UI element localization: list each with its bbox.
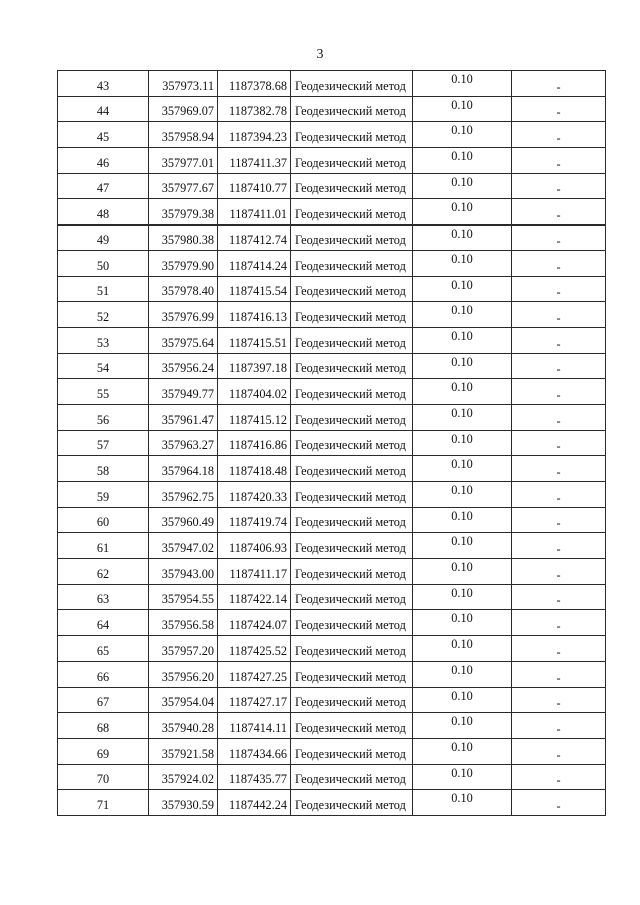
- table-row: [58, 148, 606, 174]
- point-number-cell: 68: [58, 713, 149, 739]
- note-cell: -: [512, 96, 606, 122]
- note-cell: -: [512, 559, 606, 585]
- accuracy-cell: 0.10: [413, 636, 512, 662]
- point-number-cell: 71: [58, 790, 149, 816]
- method-cell: Геодезический метод: [291, 430, 413, 456]
- note-cell: -: [512, 636, 606, 662]
- accuracy-cell: 0.10: [413, 610, 512, 636]
- point-number-cell: 49: [58, 225, 149, 251]
- point-number-cell: 51: [58, 276, 149, 302]
- method-cell: Геодезический метод: [291, 713, 413, 739]
- accuracy-cell: 0.10: [413, 790, 512, 816]
- accuracy-cell: 0.10: [413, 276, 512, 302]
- x-coordinate-cell: 357957.20: [149, 636, 218, 662]
- method-cell: Геодезический метод: [291, 456, 413, 482]
- x-coordinate-cell: 357969.07: [149, 96, 218, 122]
- x-coordinate-cell: 357979.90: [149, 250, 218, 276]
- note-cell: -: [512, 456, 606, 482]
- note-cell: -: [512, 584, 606, 610]
- method-cell: Геодезический метод: [291, 559, 413, 585]
- method-cell: Геодезический метод: [291, 199, 413, 225]
- accuracy-cell: 0.10: [413, 584, 512, 610]
- accuracy-cell: 0.10: [413, 430, 512, 456]
- y-coordinate-cell: 1187414.24: [218, 250, 291, 276]
- point-number-cell: 47: [58, 173, 149, 199]
- x-coordinate-cell: 357943.00: [149, 559, 218, 585]
- method-cell: Геодезический метод: [291, 687, 413, 713]
- y-coordinate-cell: 1187422.14: [218, 584, 291, 610]
- accuracy-cell: 0.10: [413, 764, 512, 790]
- point-number-cell: 46: [58, 148, 149, 174]
- x-coordinate-cell: 357949.77: [149, 379, 218, 405]
- accuracy-cell: 0.10: [413, 225, 512, 251]
- method-cell: Геодезический метод: [291, 790, 413, 816]
- note-cell: -: [512, 302, 606, 328]
- method-cell: Геодезический метод: [291, 302, 413, 328]
- method-cell: Геодезический метод: [291, 379, 413, 405]
- x-coordinate-cell: 357963.27: [149, 430, 218, 456]
- table-row: [58, 122, 606, 148]
- table-row: [58, 610, 606, 636]
- method-cell: Геодезический метод: [291, 225, 413, 251]
- accuracy-cell: 0.10: [413, 199, 512, 225]
- note-cell: -: [512, 225, 606, 251]
- point-number-cell: 58: [58, 456, 149, 482]
- note-cell: -: [512, 430, 606, 456]
- method-cell: Геодезический метод: [291, 173, 413, 199]
- x-coordinate-cell: 357977.01: [149, 148, 218, 174]
- y-coordinate-cell: 1187412.74: [218, 225, 291, 251]
- x-coordinate-cell: 357961.47: [149, 404, 218, 430]
- table-row: [58, 302, 606, 328]
- point-number-cell: 55: [58, 379, 149, 405]
- note-cell: -: [512, 250, 606, 276]
- coordinates-table-wrapper: [57, 70, 605, 816]
- point-number-cell: 50: [58, 250, 149, 276]
- x-coordinate-cell: 357947.02: [149, 533, 218, 559]
- point-number-cell: 44: [58, 96, 149, 122]
- method-cell: Геодезический метод: [291, 122, 413, 148]
- x-coordinate-cell: 357954.55: [149, 584, 218, 610]
- table-row: [58, 584, 606, 610]
- x-coordinate-cell: 357975.64: [149, 327, 218, 353]
- x-coordinate-cell: 357960.49: [149, 507, 218, 533]
- y-coordinate-cell: 1187435.77: [218, 764, 291, 790]
- accuracy-cell: 0.10: [413, 353, 512, 379]
- y-coordinate-cell: 1187416.86: [218, 430, 291, 456]
- x-coordinate-cell: 357956.24: [149, 353, 218, 379]
- table-row: [58, 276, 606, 302]
- table-row: [58, 379, 606, 405]
- point-number-cell: 69: [58, 738, 149, 764]
- table-row: [58, 482, 606, 508]
- y-coordinate-cell: 1187411.17: [218, 559, 291, 585]
- note-cell: -: [512, 327, 606, 353]
- y-coordinate-cell: 1187415.51: [218, 327, 291, 353]
- point-number-cell: 45: [58, 122, 149, 148]
- point-number-cell: 48: [58, 199, 149, 225]
- y-coordinate-cell: 1187442.24: [218, 790, 291, 816]
- point-number-cell: 67: [58, 687, 149, 713]
- accuracy-cell: 0.10: [413, 379, 512, 405]
- table-row: [58, 225, 606, 251]
- point-number-cell: 60: [58, 507, 149, 533]
- table-row: [58, 173, 606, 199]
- y-coordinate-cell: 1187410.77: [218, 173, 291, 199]
- accuracy-cell: 0.10: [413, 738, 512, 764]
- table-row: [58, 559, 606, 585]
- accuracy-cell: 0.10: [413, 687, 512, 713]
- accuracy-cell: 0.10: [413, 148, 512, 174]
- accuracy-cell: 0.10: [413, 456, 512, 482]
- accuracy-cell: 0.10: [413, 661, 512, 687]
- accuracy-cell: 0.10: [413, 559, 512, 585]
- y-coordinate-cell: 1187411.01: [218, 199, 291, 225]
- accuracy-cell: 0.10: [413, 71, 512, 97]
- note-cell: -: [512, 122, 606, 148]
- table-row: [58, 327, 606, 353]
- table-row: [58, 713, 606, 739]
- method-cell: Геодезический метод: [291, 584, 413, 610]
- accuracy-cell: 0.10: [413, 533, 512, 559]
- coordinates-table-body: [58, 71, 606, 816]
- y-coordinate-cell: 1187394.23: [218, 122, 291, 148]
- note-cell: -: [512, 276, 606, 302]
- point-number-cell: 61: [58, 533, 149, 559]
- y-coordinate-cell: 1187404.02: [218, 379, 291, 405]
- y-coordinate-cell: 1187424.07: [218, 610, 291, 636]
- point-number-cell: 54: [58, 353, 149, 379]
- note-cell: -: [512, 173, 606, 199]
- table-row: [58, 636, 606, 662]
- x-coordinate-cell: 357921.58: [149, 738, 218, 764]
- x-coordinate-cell: 357977.67: [149, 173, 218, 199]
- note-cell: -: [512, 148, 606, 174]
- y-coordinate-cell: 1187427.17: [218, 687, 291, 713]
- y-coordinate-cell: 1187419.74: [218, 507, 291, 533]
- table-row: [58, 790, 606, 816]
- method-cell: Геодезический метод: [291, 610, 413, 636]
- y-coordinate-cell: 1187378.68: [218, 71, 291, 97]
- y-coordinate-cell: 1187425.52: [218, 636, 291, 662]
- accuracy-cell: 0.10: [413, 250, 512, 276]
- x-coordinate-cell: 357976.99: [149, 302, 218, 328]
- note-cell: -: [512, 379, 606, 405]
- x-coordinate-cell: 357979.38: [149, 199, 218, 225]
- note-cell: -: [512, 687, 606, 713]
- method-cell: Геодезический метод: [291, 507, 413, 533]
- coordinates-table: [57, 70, 606, 816]
- accuracy-cell: 0.10: [413, 173, 512, 199]
- accuracy-cell: 0.10: [413, 507, 512, 533]
- x-coordinate-cell: 357964.18: [149, 456, 218, 482]
- point-number-cell: 56: [58, 404, 149, 430]
- point-number-cell: 63: [58, 584, 149, 610]
- method-cell: Геодезический метод: [291, 96, 413, 122]
- method-cell: Геодезический метод: [291, 276, 413, 302]
- accuracy-cell: 0.10: [413, 122, 512, 148]
- note-cell: -: [512, 199, 606, 225]
- point-number-cell: 70: [58, 764, 149, 790]
- table-row: [58, 764, 606, 790]
- point-number-cell: 64: [58, 610, 149, 636]
- x-coordinate-cell: 357962.75: [149, 482, 218, 508]
- y-coordinate-cell: 1187414.11: [218, 713, 291, 739]
- x-coordinate-cell: 357978.40: [149, 276, 218, 302]
- x-coordinate-cell: 357940.28: [149, 713, 218, 739]
- method-cell: Геодезический метод: [291, 250, 413, 276]
- method-cell: Геодезический метод: [291, 353, 413, 379]
- table-row: [58, 738, 606, 764]
- table-row: [58, 533, 606, 559]
- x-coordinate-cell: 357924.02: [149, 764, 218, 790]
- method-cell: Геодезический метод: [291, 636, 413, 662]
- table-row: [58, 404, 606, 430]
- note-cell: -: [512, 482, 606, 508]
- x-coordinate-cell: 357973.11: [149, 71, 218, 97]
- note-cell: -: [512, 738, 606, 764]
- y-coordinate-cell: 1187382.78: [218, 96, 291, 122]
- note-cell: -: [512, 713, 606, 739]
- x-coordinate-cell: 357930.59: [149, 790, 218, 816]
- y-coordinate-cell: 1187415.54: [218, 276, 291, 302]
- point-number-cell: 43: [58, 71, 149, 97]
- note-cell: -: [512, 790, 606, 816]
- table-row: [58, 687, 606, 713]
- accuracy-cell: 0.10: [413, 302, 512, 328]
- y-coordinate-cell: 1187406.93: [218, 533, 291, 559]
- y-coordinate-cell: 1187434.66: [218, 738, 291, 764]
- method-cell: Геодезический метод: [291, 482, 413, 508]
- point-number-cell: 62: [58, 559, 149, 585]
- point-number-cell: 66: [58, 661, 149, 687]
- method-cell: Геодезический метод: [291, 738, 413, 764]
- x-coordinate-cell: 357956.20: [149, 661, 218, 687]
- x-coordinate-cell: 357954.04: [149, 687, 218, 713]
- table-row: [58, 430, 606, 456]
- note-cell: -: [512, 507, 606, 533]
- table-row: [58, 96, 606, 122]
- table-row: [58, 199, 606, 225]
- y-coordinate-cell: 1187416.13: [218, 302, 291, 328]
- accuracy-cell: 0.10: [413, 327, 512, 353]
- accuracy-cell: 0.10: [413, 96, 512, 122]
- note-cell: -: [512, 404, 606, 430]
- y-coordinate-cell: 1187418.48: [218, 456, 291, 482]
- y-coordinate-cell: 1187411.37: [218, 148, 291, 174]
- point-number-cell: 52: [58, 302, 149, 328]
- note-cell: -: [512, 610, 606, 636]
- note-cell: -: [512, 764, 606, 790]
- method-cell: Геодезический метод: [291, 148, 413, 174]
- accuracy-cell: 0.10: [413, 404, 512, 430]
- method-cell: Геодезический метод: [291, 71, 413, 97]
- method-cell: Геодезический метод: [291, 764, 413, 790]
- point-number-cell: 57: [58, 430, 149, 456]
- accuracy-cell: 0.10: [413, 713, 512, 739]
- x-coordinate-cell: 357956.58: [149, 610, 218, 636]
- note-cell: -: [512, 353, 606, 379]
- table-row: [58, 353, 606, 379]
- table-row: [58, 456, 606, 482]
- method-cell: Геодезический метод: [291, 404, 413, 430]
- note-cell: -: [512, 661, 606, 687]
- point-number-cell: 53: [58, 327, 149, 353]
- note-cell: -: [512, 71, 606, 97]
- x-coordinate-cell: 357980.38: [149, 225, 218, 251]
- method-cell: Геодезический метод: [291, 327, 413, 353]
- page-number: 3: [316, 47, 324, 62]
- table-row: [58, 250, 606, 276]
- y-coordinate-cell: 1187420.33: [218, 482, 291, 508]
- method-cell: Геодезический метод: [291, 533, 413, 559]
- note-cell: -: [512, 533, 606, 559]
- y-coordinate-cell: 1187415.12: [218, 404, 291, 430]
- accuracy-cell: 0.10: [413, 482, 512, 508]
- table-row: [58, 507, 606, 533]
- point-number-cell: 65: [58, 636, 149, 662]
- y-coordinate-cell: 1187427.25: [218, 661, 291, 687]
- x-coordinate-cell: 357958.94: [149, 122, 218, 148]
- point-number-cell: 59: [58, 482, 149, 508]
- y-coordinate-cell: 1187397.18: [218, 353, 291, 379]
- table-row: [58, 661, 606, 687]
- method-cell: Геодезический метод: [291, 661, 413, 687]
- table-row: [58, 71, 606, 97]
